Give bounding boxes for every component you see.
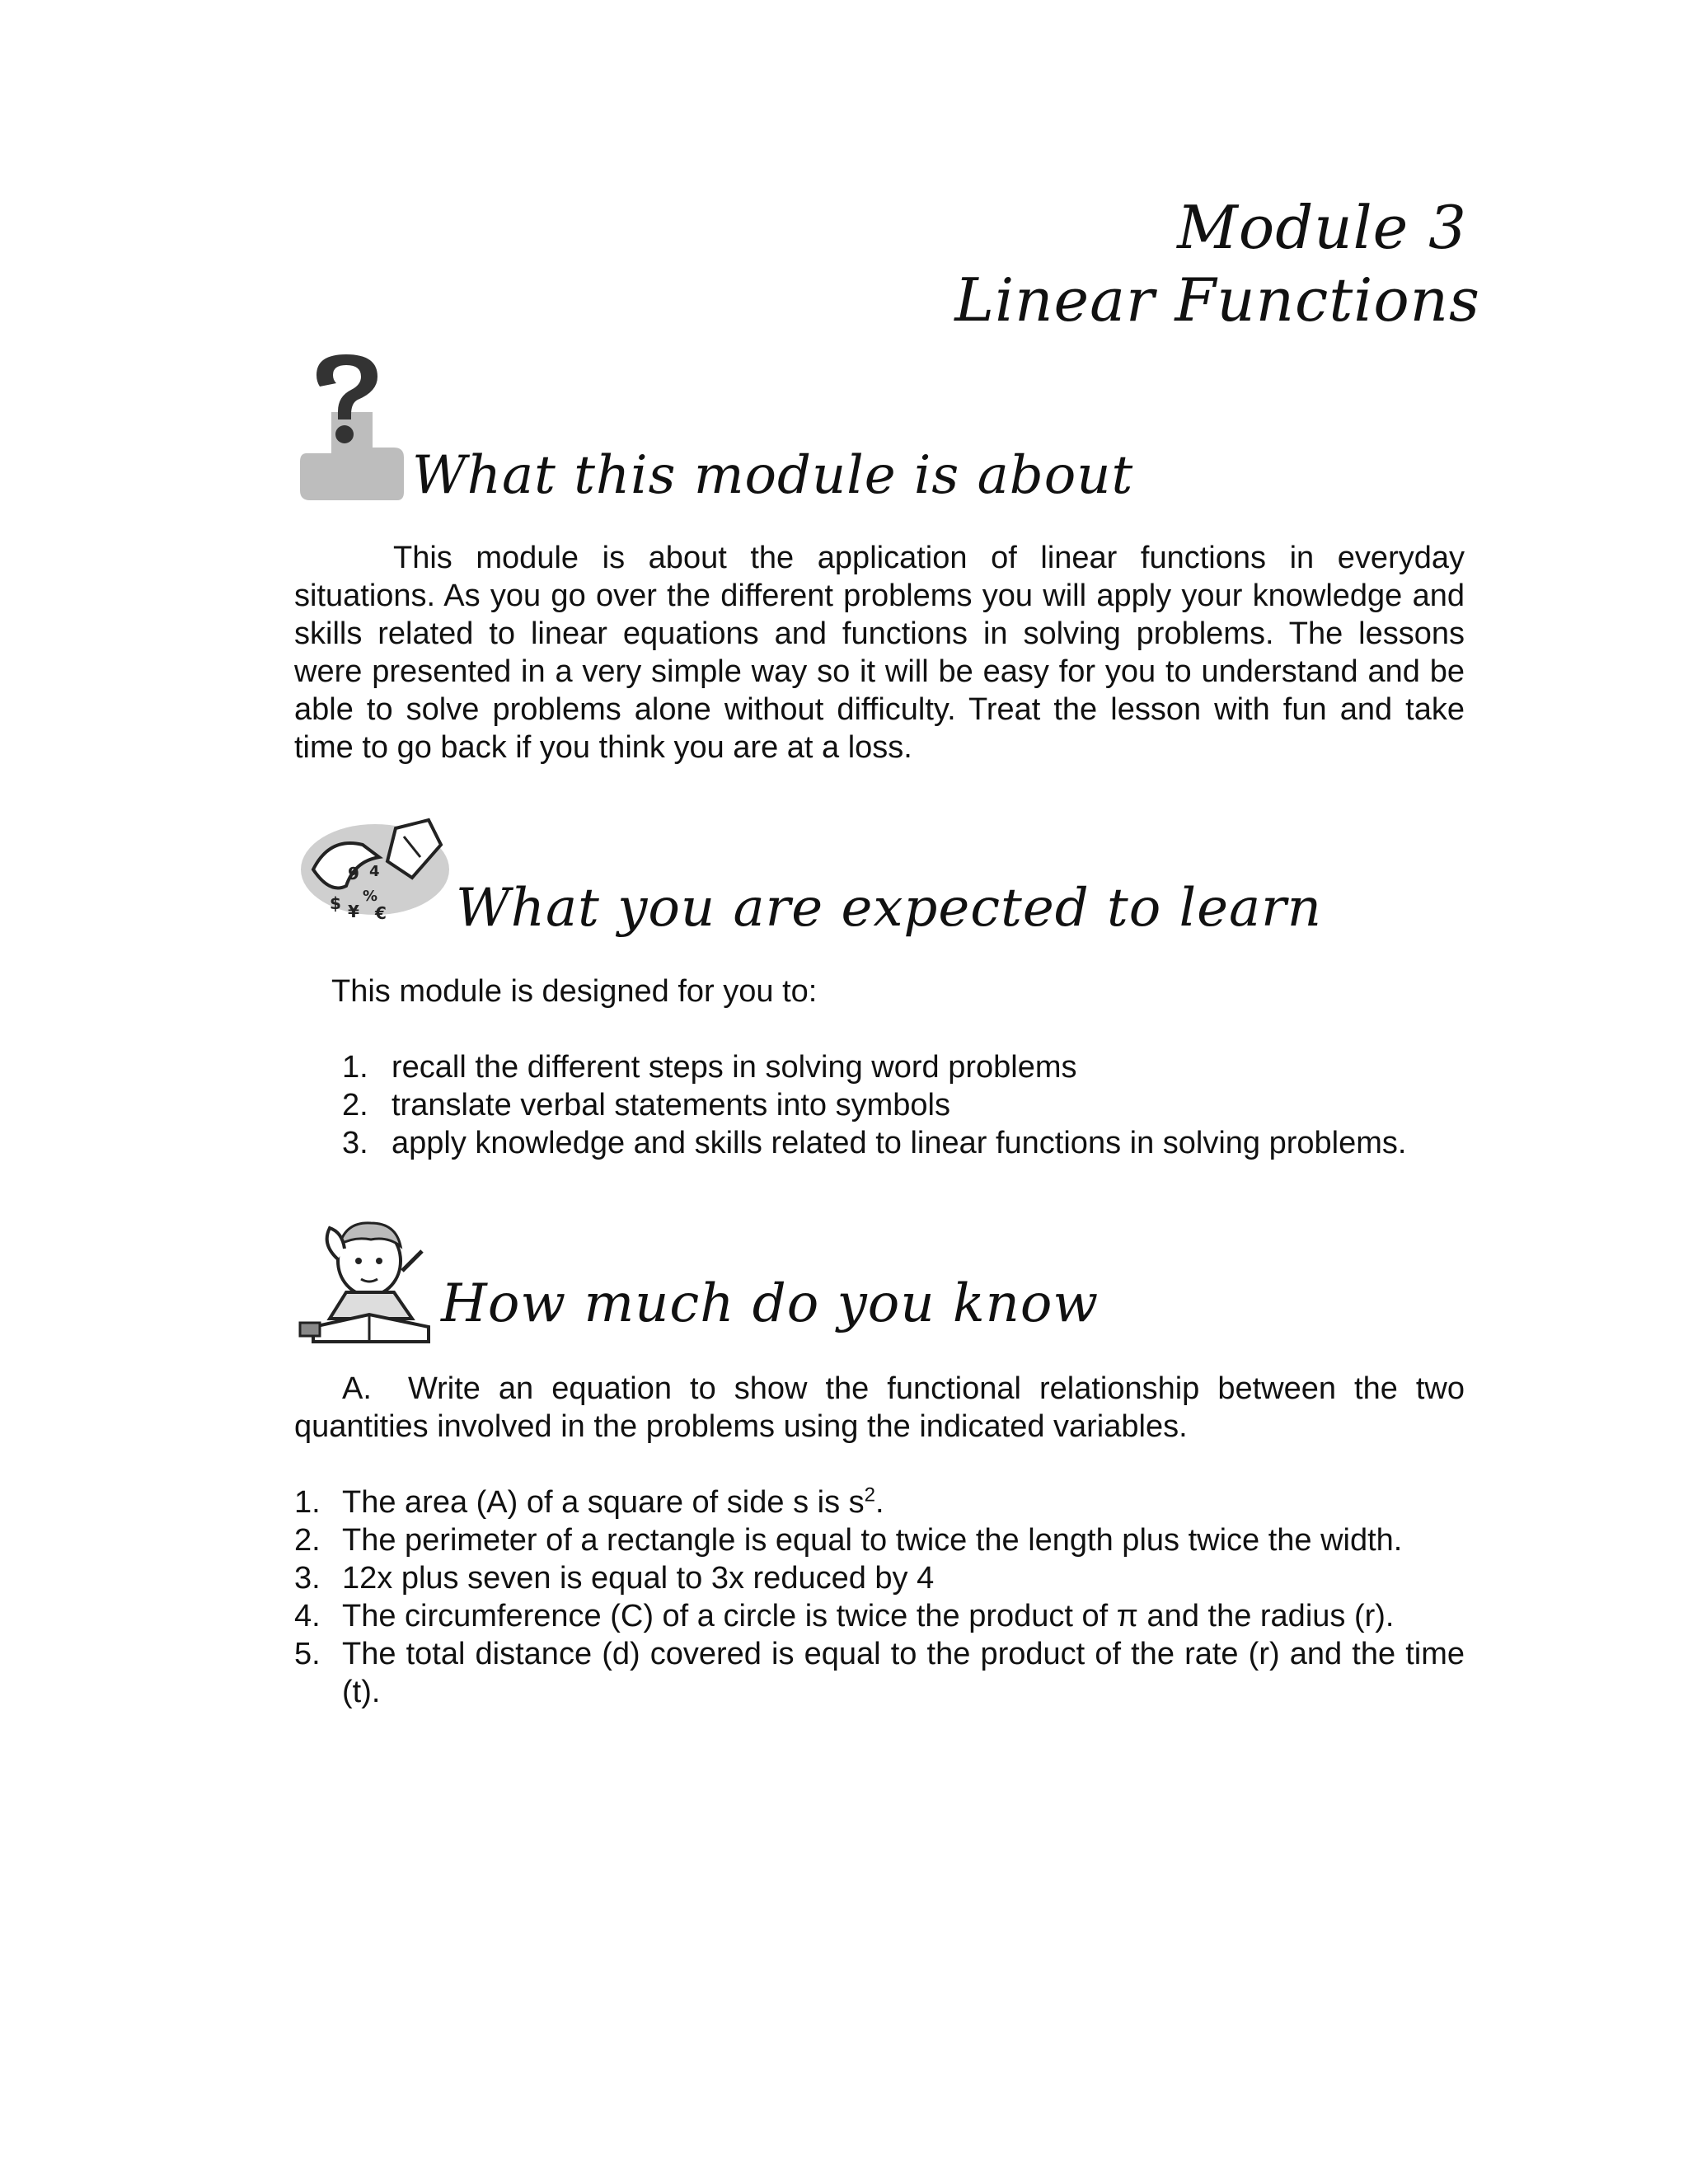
list-item — [294, 1483, 1465, 1521]
student-thinking-icon — [297, 1212, 441, 1347]
list-item — [294, 1559, 1465, 1597]
item-number: 2. — [294, 1523, 321, 1558]
svg-text:4: 4 — [369, 863, 380, 880]
list-item — [294, 1597, 1465, 1635]
item-text: The circumference (C) of a circle is twice the product of π and the radius (r). — [342, 1599, 1395, 1633]
section-heading-about: What this module is about — [412, 445, 1134, 506]
section-heading-learn: What you are expected to learn — [456, 878, 1322, 939]
item-text: apply knowledge and skills related to linear functions in solving problems. — [392, 1126, 1407, 1160]
item-number: 5. — [294, 1637, 321, 1671]
svg-text:%: % — [363, 888, 378, 905]
list-item — [342, 1086, 1479, 1124]
item-number: 3. — [294, 1561, 321, 1596]
problem-list — [294, 1483, 1465, 1711]
module-number-title: Module 3 — [1177, 193, 1467, 262]
item-text: The area (A) of a square of side s is s — [342, 1485, 865, 1520]
list-item — [294, 1521, 1465, 1559]
svg-text:¥: ¥ — [348, 902, 359, 921]
item-text: recall the different steps in solving word problems — [392, 1050, 1077, 1085]
learn-intro-text: This module is designed for you to: — [331, 974, 818, 1009]
intro-label: A. — [342, 1371, 372, 1406]
item-suffix: . — [874, 1485, 884, 1520]
svg-text:9: 9 — [348, 864, 359, 883]
item-text: The perimeter of a rectangle is equal to twice the length plus twice the width. — [342, 1523, 1403, 1558]
section-heading-know: How much do you know — [441, 1273, 1100, 1334]
learning-objectives-list — [342, 1048, 1479, 1162]
exponent: 2 — [864, 1483, 875, 1507]
hands-with-numbers-icon — [297, 812, 453, 935]
item-text: The total distance (d) covered is equal to the product of the rate (r) and the time (t). — [342, 1637, 1465, 1709]
item-number: 1. — [342, 1050, 368, 1085]
list-item — [342, 1124, 1479, 1162]
item-number: 4. — [294, 1599, 321, 1633]
svg-text:€: € — [375, 903, 387, 923]
list-item — [342, 1048, 1479, 1086]
item-number: 3. — [342, 1126, 368, 1160]
about-paragraph: This module is about the application of linear functions in everyday situations. As you go over the different problems you will apply your knowledge and skills related to linear equations and functions in solving problems. The lessons were presented in a very simple way so it will be easy for you to understand and be able to solve problems alone without difficulty. Treat the lesson with fun and take time to go back if you think you are at a loss. — [294, 541, 1465, 765]
intro-body: Write an equation to show the functional relationship between the two quantities involved in the problems using the indicated variables. — [294, 1371, 1465, 1444]
item-text: translate verbal statements into symbols — [392, 1088, 950, 1122]
module-topic-title: Linear Functions — [954, 265, 1480, 335]
item-number: 2. — [342, 1088, 368, 1122]
item-number: 1. — [294, 1485, 321, 1520]
item-text: 12x plus seven is equal to 3x reduced by 4 — [342, 1561, 935, 1596]
svg-text:$: $ — [330, 893, 341, 913]
know-intro-text — [294, 1370, 1465, 1446]
list-item — [294, 1635, 1465, 1711]
question-mark-icon — [298, 350, 406, 507]
